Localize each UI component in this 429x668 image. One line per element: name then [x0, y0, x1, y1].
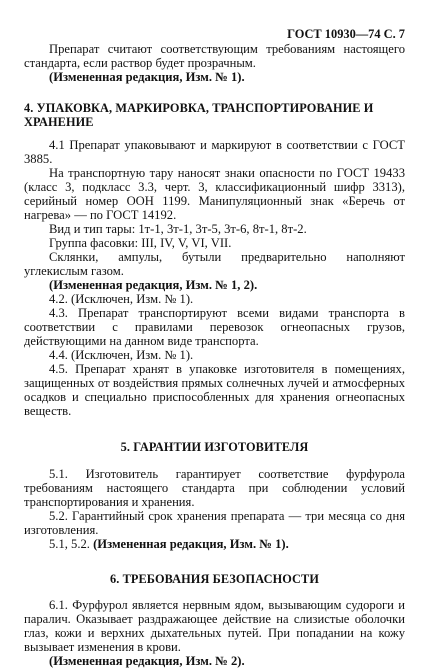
section-4-2: 4.2. (Исключен, Изм. № 1).: [49, 292, 194, 306]
section-5-amendment-note: (Измененная редакция, Изм. № 1).: [93, 537, 289, 551]
section-5-title: 5. ГАРАНТИИ ИЗГОТОВИТЕЛЯ: [120, 440, 309, 454]
section-5-1: 5.1. Изготовитель гарантирует соответствие фурфурола требованиям настоящего стандарта при соблюдении условий транспортирования и хранения.: [24, 467, 405, 509]
section-4-1-filling: Склянки, ампулы, бутыли предварительно наполняют углекислым газом.: [24, 250, 405, 278]
section-4-1-marking: На транспортную тару наносят знаки опасности по ГОСТ 19433 (класс 3, подкласс 3.3, черт. 3, классификационный шифр 3313), серийный номер ООН 1199. Манипуляционный знак «Беречь от нагрева» — по ГОСТ 14192.: [24, 166, 405, 222]
section-6-title: 6. ТРЕБОВАНИЯ БЕЗОПАСНОСТИ: [110, 572, 319, 586]
section-5-amendment-prefix: 5.1, 5.2.: [49, 537, 90, 551]
page-header: ГОСТ 10930—74 С. 7: [287, 27, 405, 41]
section-4-5: 4.5. Препарат хранят в упаковке изготовителя в помещениях, защищенных от воздействия прямых солнечных лучей и атмосферных осадков и специально приспособленных для хранения огнеопасных веществ.: [24, 362, 405, 418]
intro-amendment-note: (Измененная редакция, Изм. № 1).: [49, 70, 245, 84]
section-4-1: 4.1 Препарат упаковывают и маркируют в соответствии с ГОСТ 3885.: [24, 138, 405, 166]
section-4-4: 4.4. (Исключен, Изм. № 1).: [49, 348, 194, 362]
section-6-amendment-note: (Измененная редакция, Изм. № 2).: [49, 654, 245, 668]
intro-paragraph: Препарат считают соответствующим требованиям настоящего стандарта, если раствор будет прозрачным.: [24, 42, 405, 70]
section-5-amendment: [24, 537, 405, 551]
section-4-1-container-types: Вид и тип тары: 1т-1, 3т-1, 3т-5, 3т-6, 8т-1, 8т-2.: [49, 222, 307, 236]
section-4-title: 4. УПАКОВКА, МАРКИРОВКА, ТРАНСПОРТИРОВАНИЕ И ХРАНЕНИЕ: [24, 101, 374, 129]
section-6-1: 6.1. Фурфурол является нервным ядом, вызывающим судороги и паралич. Оказывает раздражающее действие на слизистые оболочки глаз, кожи и верхних дыхательных путей. При попадании на кожу вызывает изменения в крови.: [24, 598, 405, 654]
section-4-3: 4.3. Препарат транспортируют всеми видами транспорта в соответствии с правилами перевозок огнеопасных грузов, действующими на данном виде транспорта.: [24, 306, 405, 348]
section-4-amendment-note: (Измененная редакция, Изм. № 1, 2).: [49, 278, 258, 292]
section-4-1-packing-group: Группа фасовки: III, IV, V, VI, VII.: [49, 236, 232, 250]
section-5-2: 5.2. Гарантийный срок хранения препарата — три месяца со дня изготовления.: [24, 509, 405, 537]
